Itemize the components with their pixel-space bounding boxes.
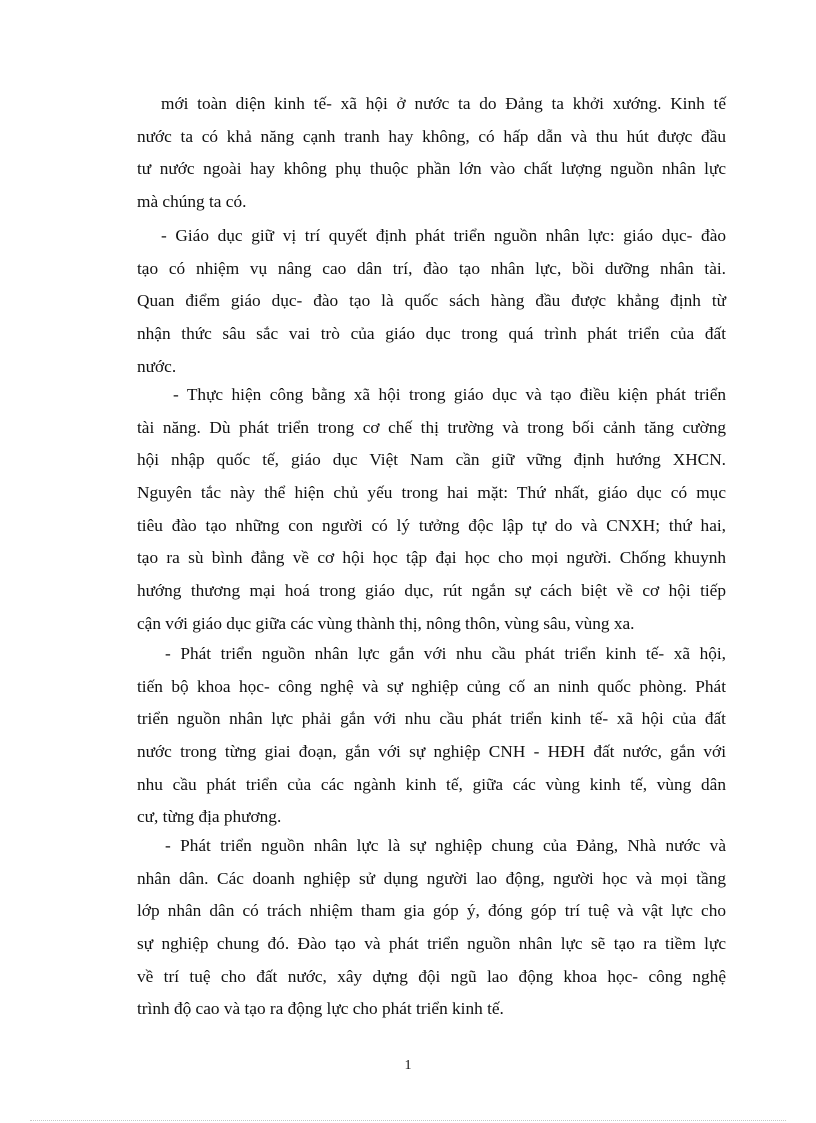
text-line: về trí tuệ cho đất nước, xây dựng đội ngũ lao động khoa học- công nghệ xyxy=(137,966,726,986)
text-line: - Thực hiện công bằng xã hội trong giáo dục và tạo điều kiện phát triển xyxy=(173,385,726,404)
text-line: nhận thức sâu sắc vai trò của giáo dục trong quá trình phát triển của đất xyxy=(137,324,726,344)
text-line: sự nghiệp chung đó. Đào tạo và phát triển nguồn nhân lực sẽ tạo ra tiềm lực xyxy=(137,934,726,954)
text-line: tư nước ngoài hay không phụ thuộc phần lớn vào chất lượng nguồn nhân lực xyxy=(137,159,726,179)
text-line: nước. xyxy=(137,356,177,376)
paragraph xyxy=(137,220,726,383)
paragraph xyxy=(137,830,726,1026)
text-line: triển nguồn nhân lực phải gắn với nhu cầu phát triển kinh tế- xã hội của đất xyxy=(137,709,726,729)
text-line: trình độ cao và tạo ra động lực cho phát triển kinh tế. xyxy=(137,999,504,1019)
paragraph xyxy=(137,88,726,219)
text-line: nhu cầu phát triển của các ngành kinh tế, giữa các vùng kinh tế, vùng dân xyxy=(137,774,726,794)
page-bottom-divider xyxy=(30,1120,786,1121)
text-line: tạo ra sù bình đẳng về cơ hội học tập đại học cho mọi người. Chống khuynh xyxy=(137,548,726,568)
page-number: 1 xyxy=(404,1058,412,1073)
text-line: cư, từng địa phương. xyxy=(137,807,282,827)
text-line: Nguyên tắc này thể hiện chủ yếu trong hai mặt: Thứ nhất, giáo dục có mục xyxy=(137,483,726,503)
text-line: lớp nhân dân có trách nhiệm tham gia góp ý, đóng góp trí tuệ và vật lực cho xyxy=(137,901,726,921)
text-line: tiêu đào tạo những con người có lý tưởng độc lập tự do và CNXH; thứ hai, xyxy=(137,515,726,535)
text-line: mới toàn diện kinh tế- xã hội ở nước ta do Đảng ta khởi xướng. Kinh tế xyxy=(161,94,726,113)
paragraph xyxy=(137,638,726,834)
text-line: hội nhập quốc tế, giáo dục Việt Nam cần giữ vững định hướng XHCN. xyxy=(137,450,726,470)
text-line: mà chúng ta có. xyxy=(137,192,247,212)
text-line: Quan điểm giáo dục- đào tạo là quốc sách hàng đầu được khẳng định từ xyxy=(137,291,726,311)
text-line: nước ta có khả năng cạnh tranh hay không, có hấp dẫn và thu hút được đầu xyxy=(137,126,726,146)
text-line: - Phát triển nguồn nhân lực là sự nghiệp chung của Đảng, Nhà nước và xyxy=(165,836,726,855)
text-line: nước trong từng giai đoạn, gắn với sự nghiệp CNH - HĐH đất nước, gắn với xyxy=(137,742,726,762)
text-line: tiến bộ khoa học- công nghệ và sự nghiệp củng cố an ninh quốc phòng. Phát xyxy=(137,676,726,696)
text-line: tạo có nhiệm vụ nâng cao dân trí, đào tạo nhân lực, bồi dưỡng nhân tài. xyxy=(137,258,726,278)
text-line: - Phát triển nguồn nhân lực gắn với nhu cầu phát triển kinh tế- xã hội, xyxy=(165,644,726,663)
text-line: nhân dân. Các doanh nghiệp sử dụng người lao động, người học và mọi tầng xyxy=(137,868,726,888)
text-line: tài năng. Dù phát triển trong cơ chế thị trường và trong bối cảnh tăng cường xyxy=(137,417,726,437)
paragraph xyxy=(137,379,726,641)
text-line: - Giáo dục giữ vị trí quyết định phát triển nguồn nhân lực: giáo dục- đào xyxy=(161,226,726,245)
text-line: hướng thương mại hoá trong giáo dục, rút ngắn sự cách biệt về cơ hội tiếp xyxy=(137,581,726,601)
text-line: cận với giáo dục giữa các vùng thành thị, nông thôn, vùng sâu, vùng xa. xyxy=(137,613,635,633)
